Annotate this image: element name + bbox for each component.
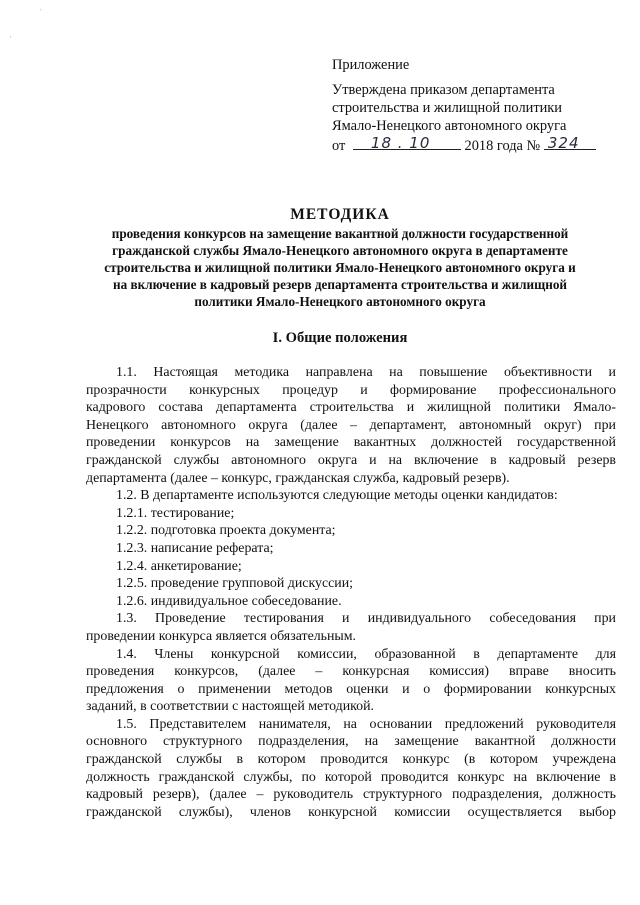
scan-artifact: ' — [10, 35, 12, 43]
body-line-text: гражданской службы), членов конкурсной комиссии осуществляется выбор — [86, 804, 616, 820]
body-line-text: 1.2.6. индивидуальное собеседование. — [116, 593, 342, 609]
body-line-text: кадровый резерв), (далее – руководитель структурного подразделения, должность — [86, 787, 616, 803]
subtitle-line: политики Ямало-Ненецкого автономного округа — [194, 294, 486, 310]
body-line — [86, 769, 616, 787]
date-prefix: от — [332, 138, 346, 154]
body-line-text: кадрового состава департамента строительства и жилищной политики Ямало- — [86, 400, 616, 416]
handwritten-number: 324 — [547, 134, 580, 152]
body-line-text: 1.2.4. анкетирование; — [116, 558, 242, 574]
body-line-text: прозрачности конкурсных процедур и формирование профессионального — [86, 382, 616, 398]
body-line-text: 1.5. Представителем нанимателя, на основании предложений руководителя — [116, 716, 616, 732]
approval-line: Утверждена приказом департамента — [332, 82, 555, 98]
section-heading: I. Общие положения — [272, 330, 408, 346]
body-line — [86, 434, 616, 452]
body-line-text: 1.2.2. подготовка проекта документа; — [116, 523, 336, 539]
year-text: 2018 года № — [464, 138, 541, 154]
body-line — [86, 646, 616, 664]
date-field — [353, 135, 461, 150]
body-line-text: департамента (далее – конкурс, гражданская служба, кадровый резерв). — [86, 470, 510, 486]
body-line — [86, 610, 616, 628]
body-line-text: 1.2.3. написание реферата; — [116, 540, 274, 556]
body-line — [86, 417, 616, 435]
body-line — [86, 470, 616, 488]
body-line — [86, 681, 616, 699]
body-line-text: должность гражданской службы, по которой проводится конкурс на включение в — [86, 769, 616, 785]
order-number-field — [544, 135, 596, 150]
document-subtitle — [70, 225, 610, 310]
body-line-text: проведении конкурсов на замещение вакантных должностей государственной — [86, 435, 616, 451]
body-line — [86, 505, 616, 523]
body-line — [86, 786, 616, 804]
body-line-text: 1.2.5. проведение групповой дискуссии; — [116, 576, 354, 592]
body-line — [86, 382, 616, 400]
body-line — [86, 804, 616, 822]
scan-artifact: ׳ׂ — [40, 7, 42, 15]
body-line — [86, 593, 616, 611]
body-line-text: 1.1. Настоящая методика направлена на повышение объективности и — [116, 365, 616, 380]
body-line — [86, 733, 616, 751]
body-line-text: проведения конкурсов, (далее – конкурсная комиссия) вправе вносить — [86, 664, 616, 680]
body-line-text: 1.2.1. тестирование; — [116, 505, 235, 521]
appendix-block — [332, 56, 622, 155]
appendix-label: Приложение — [332, 57, 410, 73]
document-title: МЕТОДИКА — [290, 206, 390, 223]
subtitle-line: проведения конкурсов на замещение вакантной должности государственной — [111, 226, 569, 241]
body-line-text: заданий, в соответствии с настоящей методикой. — [86, 699, 375, 715]
subtitle-line: гражданской службы Ямало-Ненецкого автономного округа в департаменте — [112, 243, 568, 259]
body-line-text: 1.2. В департаменте используются следующие методы оценки кандидатов: — [116, 488, 558, 504]
body-line — [86, 751, 616, 769]
body-line — [86, 575, 616, 593]
body-line-text: предложения о применении методов оценки и о формировании конкурсных — [86, 681, 616, 697]
body-line — [86, 487, 616, 505]
body-line-text: гражданской службы автономного округа и на включение в кадровый резерв — [86, 452, 616, 468]
subtitle-line: на включение в кадровый резерв департамента строительства и жилищной — [112, 277, 568, 293]
handwritten-date: 18 . 10 — [370, 134, 431, 152]
body-line-text: основного структурного подразделения, на замещение вакантной должности — [86, 734, 616, 750]
body-line — [86, 716, 616, 734]
body-line — [86, 698, 616, 716]
order-date-line — [332, 135, 622, 155]
body-line-text: 1.4. Члены конкурсной комиссии, образованной в департаменте для — [116, 646, 616, 662]
subtitle-line: строительства и жилищной политики Ямало-Ненецкого автономного округа и — [104, 260, 576, 276]
body-line — [86, 628, 616, 646]
body-line-text: проведении конкурса является обязательным. — [86, 628, 357, 644]
body-line-text: гражданской службы в котором проводится конкурс (в котором учреждена — [86, 752, 616, 768]
approval-line: Ямало-Ненецкого автономного округа — [332, 118, 567, 134]
body-line — [86, 364, 616, 382]
body-line — [86, 558, 616, 576]
body-line-text: Ненецкого автономного округа (далее – департамент, автономный округ) при — [86, 417, 616, 433]
body-line — [86, 522, 616, 540]
approval-line: строительства и жилищной политики — [332, 100, 563, 116]
body-line — [86, 452, 616, 470]
body-line — [86, 663, 616, 681]
body-line — [86, 540, 616, 558]
body-line — [86, 399, 616, 417]
body-line-text: 1.3. Проведение тестирования и индивидуального собеседования при — [116, 611, 616, 627]
document-body — [86, 364, 616, 821]
